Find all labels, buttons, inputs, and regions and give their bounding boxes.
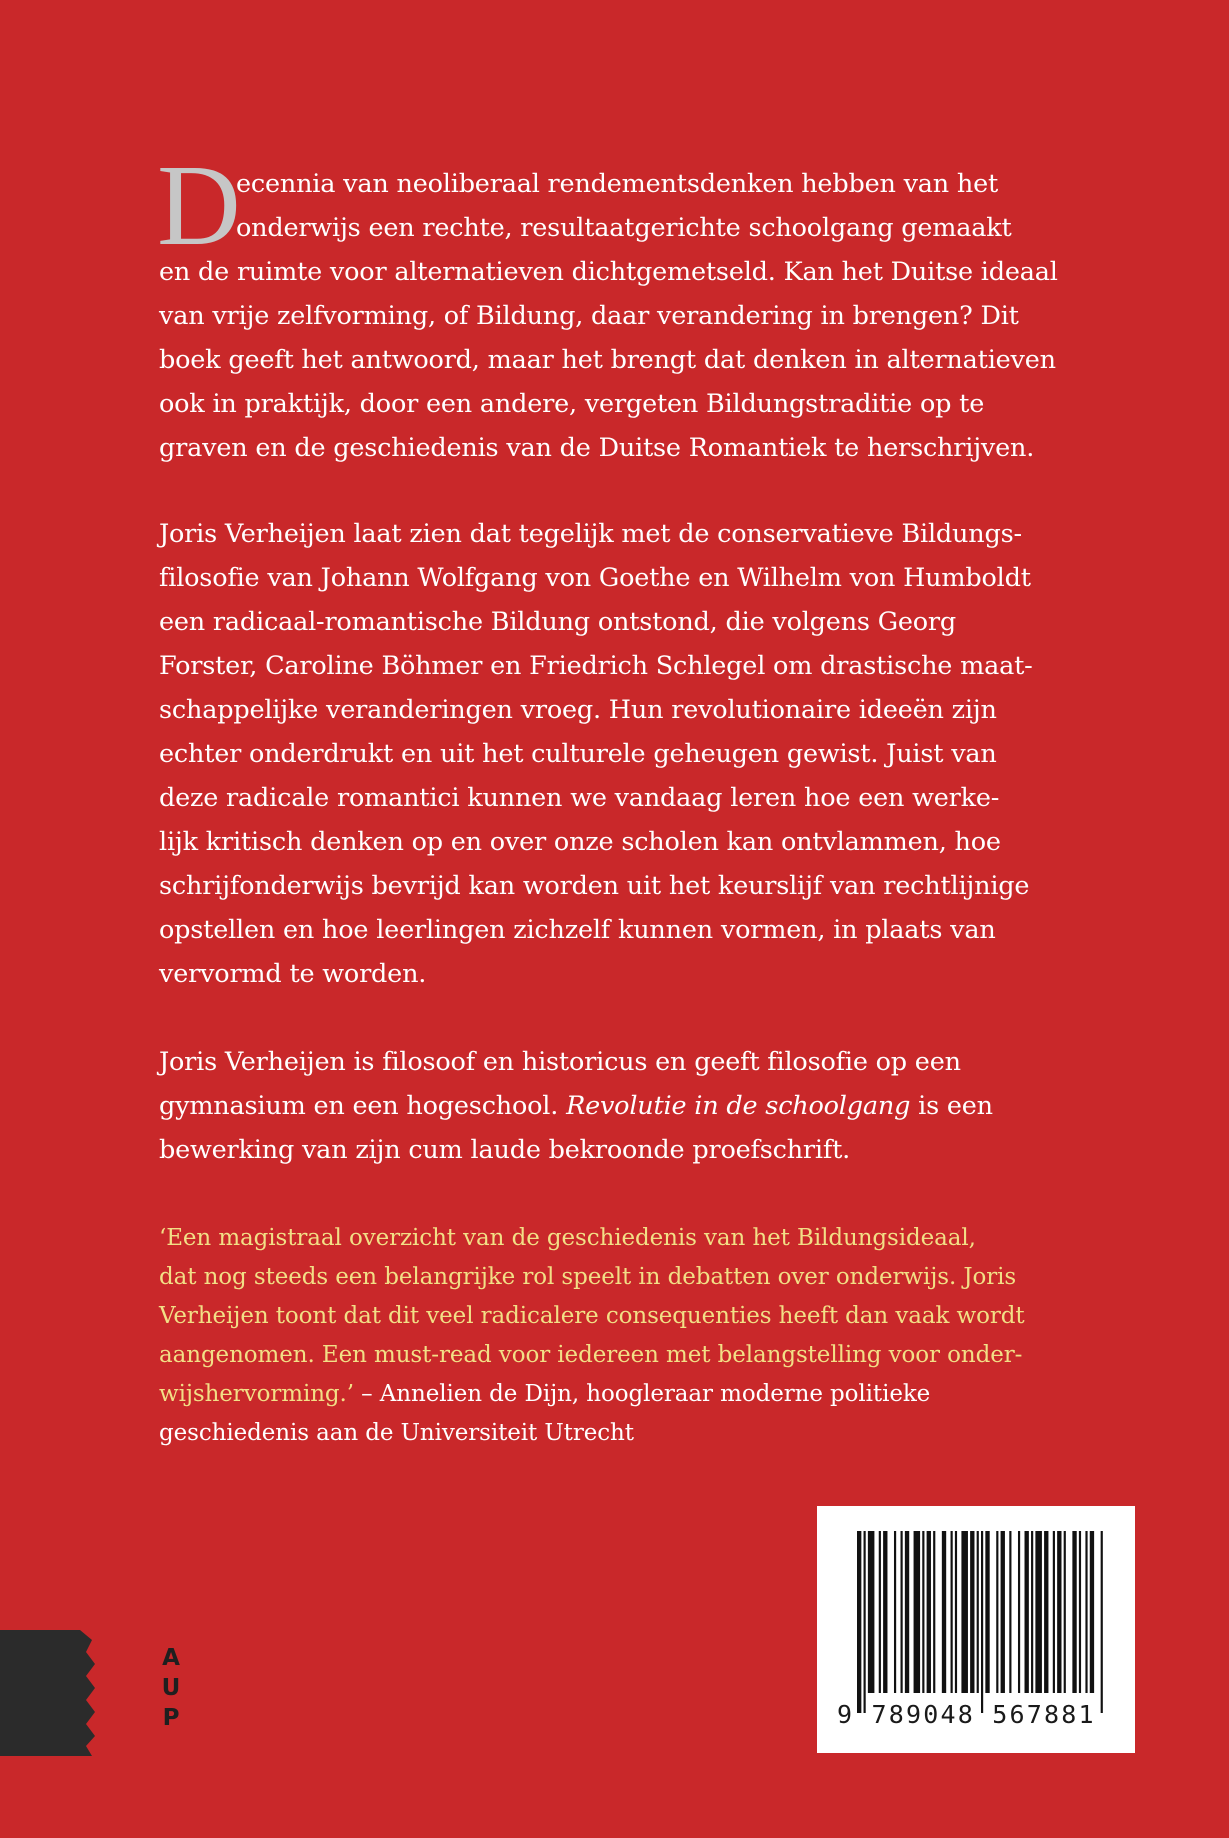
text-line: vervormd te worden.	[159, 959, 427, 989]
quote-segment: wijshervorming.’	[159, 1381, 354, 1407]
barcode-bar	[1053, 1531, 1055, 1693]
barcode-bar	[1085, 1531, 1087, 1693]
barcode-bar	[901, 1531, 903, 1693]
barcode-bar	[894, 1531, 896, 1693]
barcode-bar	[955, 1531, 957, 1693]
text-line: filosofie van Johann Wolfgang von Goethe en Wilhelm von Humboldt	[159, 563, 1031, 593]
barcode-bar	[977, 1531, 979, 1693]
publisher-letter: U	[161, 1675, 181, 1701]
text-line: van vrije zelfvorming, of Bildung, daar verandering in brengen? Dit	[159, 301, 1019, 331]
barcode-bar	[927, 1531, 931, 1693]
barcode-icon	[857, 1531, 1105, 1713]
quote-line	[159, 1375, 1099, 1414]
barcode-bar	[970, 1531, 974, 1693]
text-segment: is een	[910, 1091, 993, 1121]
quote-attribution: – Annelien de Dijn, hoogleraar moderne politieke	[353, 1381, 931, 1407]
text-line: deze radicale romantici kunnen we vandaag leren hoe een werke-	[159, 783, 1000, 813]
text-line: bewerking van zijn cum laude bekroonde proefschrift.	[159, 1135, 851, 1165]
barcode-bar	[1072, 1531, 1076, 1693]
quote-line: dat nog steeds een belangrijke rol speelt in debatten over onderwijs. Joris	[159, 1264, 1017, 1290]
barcode-bar	[1035, 1531, 1042, 1693]
barcode-bar	[914, 1531, 921, 1693]
barcode-bar	[951, 1531, 953, 1693]
barcode-bar	[864, 1531, 866, 1713]
text-line: opstellen en hoe leerlingen zichzelf kunnen vormen, in plaats van	[159, 915, 996, 945]
quote-attribution: geschiedenis aan de Universiteit Utrecht	[159, 1420, 634, 1446]
text-line: Joris Verheijen laat zien dat tegelijk met de conservatieve Bildungs-	[159, 519, 1022, 549]
text-segment: gymnasium en een hogeschool.	[159, 1091, 567, 1121]
barcode-bar	[879, 1531, 881, 1693]
barcode-bar	[981, 1531, 983, 1713]
drop-cap: D	[157, 142, 241, 270]
quote-line: ‘Een magistraal overzicht van de geschiedenis van het Bildungsideaal,	[159, 1225, 976, 1251]
barcode-bar	[868, 1531, 875, 1693]
book-title: Revolutie in de schoolgang	[566, 1091, 911, 1121]
publisher-logo-block-icon	[0, 1630, 96, 1756]
publisher-logo	[158, 1643, 184, 1733]
barcode-bar	[905, 1531, 909, 1693]
author-bio	[159, 1040, 1099, 1172]
text-line: en de ruimte voor alternatieven dichtgemetseld. Kan het Duitse ideaal	[159, 257, 1058, 287]
barcode-bar	[1090, 1531, 1094, 1693]
barcode-bar	[922, 1531, 924, 1693]
text-line: Forster, Caroline Böhmer en Friedrich Schlegel om drastische maat-	[159, 651, 1033, 681]
barcode-bar	[961, 1531, 968, 1693]
text-line: boek geeft het antwoord, maar het brengt dat denken in alternatieven	[159, 345, 1056, 375]
barcode-bar	[933, 1531, 935, 1693]
barcode-bar	[1064, 1531, 1066, 1693]
text-line	[159, 1084, 1099, 1128]
barcode-panel	[817, 1506, 1135, 1753]
barcode-bar	[1009, 1531, 1011, 1693]
barcode-bar	[1044, 1531, 1048, 1693]
barcode-bar	[1031, 1531, 1033, 1693]
barcode-bar	[1079, 1531, 1081, 1693]
blurb-paragraph-1	[159, 162, 1099, 470]
text-line: schappelijke veranderingen vroeg. Hun revolutionaire ideeën zijn	[159, 695, 997, 725]
text-line: ook in praktijk, door een andere, vergeten Bildungstraditie op te	[159, 389, 985, 419]
barcode-bar	[883, 1531, 887, 1693]
text-line: onderwijs een rechte, resultaatgerichte schoolgang gemaakt	[236, 213, 1012, 243]
barcode-bar	[1057, 1531, 1061, 1693]
publisher-letter: A	[162, 1645, 180, 1671]
text-line: Joris Verheijen is filosoof en historicus en geeft filosofie op een	[159, 1047, 961, 1077]
text-line: graven en de geschiedenis van de Duitse Romantiek te herschrijven.	[159, 433, 1035, 463]
text-line: ecennia van neoliberaal rendementsdenken hebben van het	[236, 169, 999, 199]
endorsement-quote	[159, 1219, 1099, 1453]
barcode-bar	[996, 1531, 998, 1693]
text-line: echter onderdrukt en uit het culturele geheugen gewist. Juist van	[159, 739, 997, 769]
text-line: lijk kritisch denken op en over onze scholen kan ontvlammen, hoe	[159, 827, 1001, 857]
blurb-paragraph-2	[159, 512, 1099, 996]
text-line: schrijfonderwijs bevrijd kan worden uit het keurslijf van rechtlijnige	[159, 871, 1030, 901]
barcode-bar	[1101, 1531, 1103, 1713]
text-line: een radicaal-romantische Bildung ontstond, die volgens Georg	[159, 607, 957, 637]
barcode-bar	[985, 1531, 989, 1693]
barcode-bar	[1001, 1531, 1005, 1693]
isbn-digits: 9 789048 567881	[837, 1700, 1096, 1729]
barcode-bar	[1018, 1531, 1020, 1693]
barcode-bar	[942, 1531, 946, 1693]
barcode-bar	[1025, 1531, 1029, 1693]
barcode-bar	[857, 1531, 861, 1713]
publisher-letter: P	[162, 1705, 180, 1731]
quote-line: Verheijen toont dat dit veel radicalere consequenties heeft dan vaak wordt	[159, 1303, 1025, 1329]
quote-line: aangenomen. Een must-read voor iedereen met belangstelling voor onder-	[159, 1342, 1023, 1368]
